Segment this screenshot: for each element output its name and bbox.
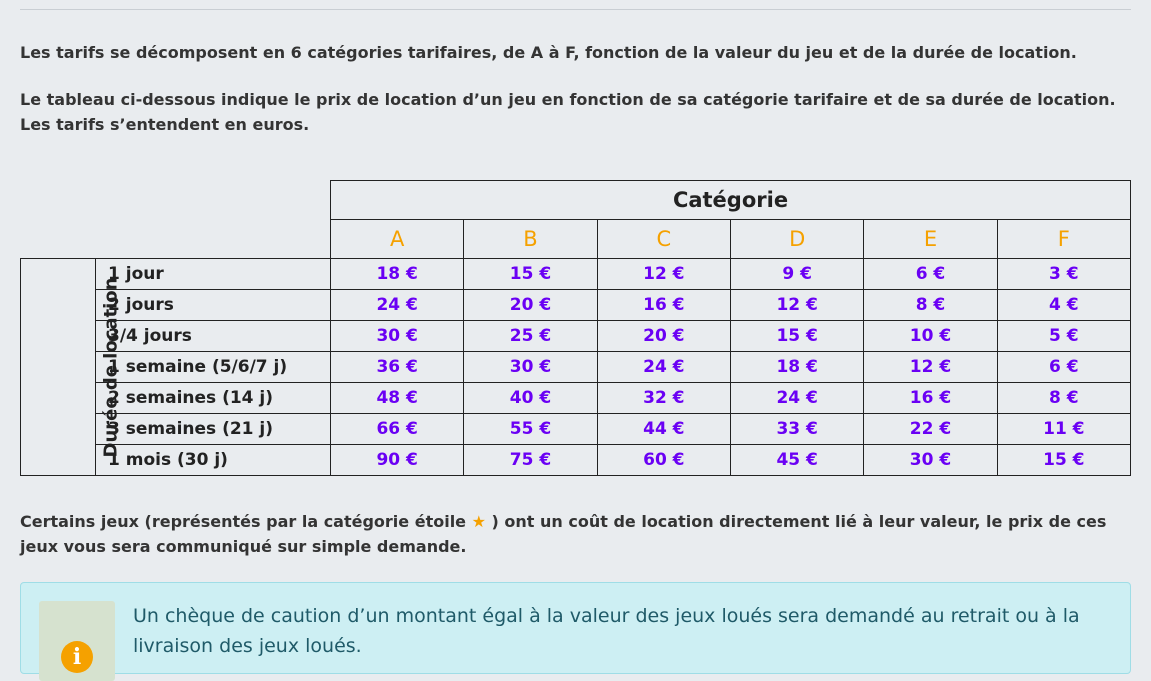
duration-header-cell bbox=[21, 259, 122, 476]
price-cell: 48 € bbox=[331, 383, 464, 414]
price-cell: 18 € bbox=[730, 352, 863, 383]
intro-paragraph-categories: Les tarifs se décomposent en 6 catégories tarifaires, de A à F, fonction de la valeur du jeu et de la durée de location. bbox=[20, 43, 1077, 62]
category-header-row bbox=[21, 181, 1131, 220]
deposit-info-text: Un chèque de caution d’un montant égal à la valeur des jeux loués sera demandé au retrait ou à la livraison des jeux loués. bbox=[133, 605, 1080, 657]
table-corner bbox=[21, 181, 331, 220]
price-cell: 11 € bbox=[997, 414, 1130, 445]
table-row bbox=[21, 383, 1131, 414]
price-cell: 30 € bbox=[864, 445, 997, 476]
deposit-info-alert bbox=[20, 582, 1131, 674]
intro-paragraph-table: Le tableau ci-dessous indique le prix de location d’un jeu en fonction de sa catégorie tarifaire et de sa durée de location. Les tarifs s’entendent en euros. bbox=[20, 90, 1116, 134]
table-row bbox=[21, 414, 1131, 445]
price-cell: 55 € bbox=[464, 414, 597, 445]
star-icon: ★ bbox=[471, 512, 486, 531]
category-letter-c: C bbox=[597, 220, 730, 259]
price-cell: 32 € bbox=[597, 383, 730, 414]
star-category-note bbox=[20, 509, 1135, 559]
price-cell: 16 € bbox=[597, 290, 730, 321]
table-row bbox=[21, 352, 1131, 383]
price-cell: 60 € bbox=[597, 445, 730, 476]
price-cell: 6 € bbox=[997, 352, 1130, 383]
note-text-before: Certains jeux (représentés par la catégorie étoile bbox=[20, 512, 467, 531]
info-icon: i bbox=[61, 641, 93, 673]
price-cell: 24 € bbox=[730, 383, 863, 414]
price-cell: 30 € bbox=[331, 321, 464, 352]
category-header: Catégorie bbox=[331, 181, 1131, 220]
price-cell: 44 € bbox=[597, 414, 730, 445]
price-cell: 90 € bbox=[331, 445, 464, 476]
price-cell: 10 € bbox=[864, 321, 997, 352]
price-cell: 75 € bbox=[464, 445, 597, 476]
category-letters-row bbox=[21, 220, 1131, 259]
duration-header: Durée de location bbox=[100, 277, 122, 457]
price-cell: 8 € bbox=[997, 383, 1130, 414]
price-cell: 24 € bbox=[331, 290, 464, 321]
price-cell: 12 € bbox=[730, 290, 863, 321]
duration-label: 1 semaine (5/6/7 j) bbox=[96, 352, 331, 383]
price-cell: 3 € bbox=[997, 259, 1130, 290]
price-cell: 20 € bbox=[597, 321, 730, 352]
category-letter-e: E bbox=[864, 220, 997, 259]
category-letter-a: A bbox=[331, 220, 464, 259]
price-cell: 66 € bbox=[331, 414, 464, 445]
category-letter-f: F bbox=[997, 220, 1130, 259]
note-text-after: ) ont un coût de location directement lié à leur valeur, le prix de ces jeux vous sera communiqué sur simple demande. bbox=[20, 512, 1107, 556]
category-letter-b: B bbox=[464, 220, 597, 259]
price-cell: 20 € bbox=[464, 290, 597, 321]
price-cell: 15 € bbox=[730, 321, 863, 352]
price-cell: 25 € bbox=[464, 321, 597, 352]
duration-label: 3 semaines (21 j) bbox=[96, 414, 331, 445]
price-cell: 15 € bbox=[464, 259, 597, 290]
price-cell: 6 € bbox=[864, 259, 997, 290]
price-cell: 12 € bbox=[597, 259, 730, 290]
price-cell: 4 € bbox=[997, 290, 1130, 321]
pricing-table bbox=[20, 180, 1131, 476]
table-row bbox=[21, 445, 1131, 476]
price-cell: 12 € bbox=[864, 352, 997, 383]
price-cell: 9 € bbox=[730, 259, 863, 290]
price-cell: 33 € bbox=[730, 414, 863, 445]
price-cell: 45 € bbox=[730, 445, 863, 476]
price-cell: 15 € bbox=[997, 445, 1130, 476]
top-divider bbox=[20, 9, 1131, 10]
duration-label: 2 jours bbox=[96, 290, 331, 321]
table-row bbox=[21, 321, 1131, 352]
price-cell: 30 € bbox=[464, 352, 597, 383]
price-cell: 40 € bbox=[464, 383, 597, 414]
duration-label: 2 semaines (14 j) bbox=[96, 383, 331, 414]
price-cell: 18 € bbox=[331, 259, 464, 290]
price-cell: 24 € bbox=[597, 352, 730, 383]
price-cell: 22 € bbox=[864, 414, 997, 445]
table-corner-2 bbox=[21, 220, 331, 259]
price-cell: 8 € bbox=[864, 290, 997, 321]
price-cell: 36 € bbox=[331, 352, 464, 383]
category-letter-d: D bbox=[730, 220, 863, 259]
duration-label: 1 jour bbox=[96, 259, 331, 290]
price-cell: 16 € bbox=[864, 383, 997, 414]
price-cell: 5 € bbox=[997, 321, 1130, 352]
table-row bbox=[21, 259, 1131, 290]
duration-label: 1 mois (30 j) bbox=[96, 445, 331, 476]
info-icon-box bbox=[39, 601, 115, 681]
duration-label: 3/4 jours bbox=[96, 321, 331, 352]
table-row bbox=[21, 290, 1131, 321]
